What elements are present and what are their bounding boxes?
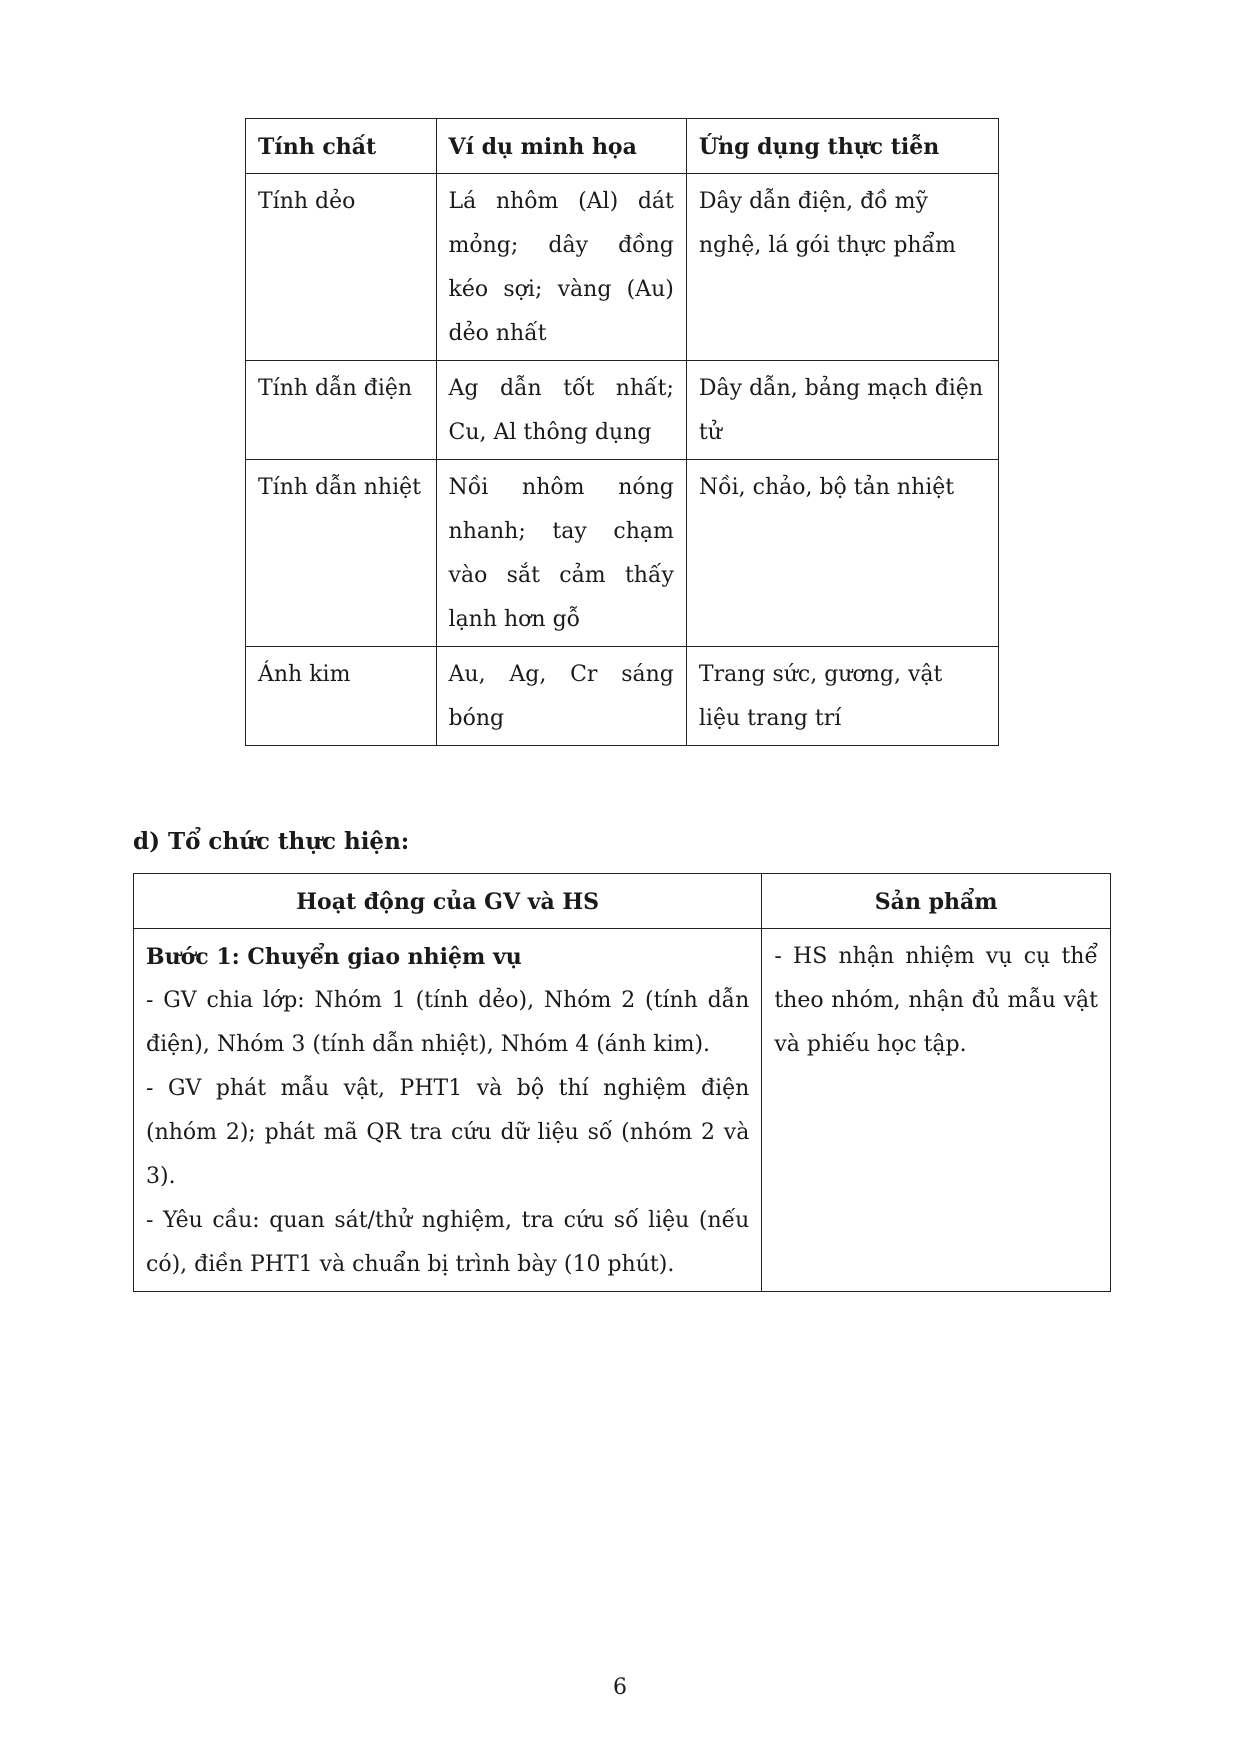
- example-cell: Lá nhôm (Al) dát mỏng; dây đồng kéo sợi; vàng (Au) dẻo nhất: [436, 174, 686, 361]
- table-row: [246, 361, 999, 460]
- application-cell: Dây dẫn, bảng mạch điện tử: [686, 361, 998, 460]
- table-row: [246, 174, 999, 361]
- header-product: Sản phẩm: [762, 874, 1111, 929]
- property-cell: Tính dẫn điện: [246, 361, 437, 460]
- table-row: [134, 929, 1111, 1292]
- activity-line: - GV phát mẫu vật, PHT1 và bộ thí nghiệm điện (nhóm 2); phát mã QR tra cứu dữ liệu số (nhóm 2 và 3).: [146, 1076, 750, 1189]
- property-cell: Tính dẫn nhiệt: [246, 460, 437, 647]
- example-cell: Nồi nhôm nóng nhanh; tay chạm vào sắt cảm thấy lạnh hơn gỗ: [436, 460, 686, 647]
- table-row: [246, 647, 999, 746]
- application-cell: Dây dẫn điện, đồ mỹ nghệ, lá gói thực phẩm: [686, 174, 998, 361]
- properties-table: [245, 118, 999, 746]
- example-cell: Au, Ag, Cr sáng bóng: [436, 647, 686, 746]
- header-application: Ứng dụng thực tiễn: [686, 119, 998, 174]
- header-activity: Hoạt động của GV và HS: [134, 874, 762, 929]
- table-row: [246, 460, 999, 647]
- application-cell: Nồi, chảo, bộ tản nhiệt: [686, 460, 998, 647]
- header-example: Ví dụ minh họa: [436, 119, 686, 174]
- activity-line: - GV chia lớp: Nhóm 1 (tính dẻo), Nhóm 2 (tính dẫn điện), Nhóm 3 (tính dẫn nhiệt), Nhóm 4 (ánh kim).: [146, 988, 750, 1057]
- step-title: Bước 1: Chuyển giao nhiệm vụ: [146, 944, 522, 970]
- header-property: Tính chất: [246, 119, 437, 174]
- properties-table-header-row: [246, 119, 999, 174]
- application-cell: Trang sức, gương, vật liệu trang trí: [686, 647, 998, 746]
- organization-table: [133, 873, 1111, 1292]
- property-cell: Tính dẻo: [246, 174, 437, 361]
- example-cell: Ag dẫn tốt nhất; Cu, Al thông dụng: [436, 361, 686, 460]
- activity-cell: [134, 929, 762, 1292]
- product-cell: - HS nhận nhiệm vụ cụ thể theo nhóm, nhận đủ mẫu vật và phiếu học tập.: [762, 929, 1111, 1292]
- organization-table-header-row: [134, 874, 1111, 929]
- section-heading: d) Tổ chức thực hiện:: [133, 828, 410, 855]
- page-number: 6: [613, 1675, 627, 1700]
- property-cell: Ánh kim: [246, 647, 437, 746]
- activity-line: - Yêu cầu: quan sát/thử nghiệm, tra cứu số liệu (nếu có), điền PHT1 và chuẩn bị trình bày (10 phút).: [146, 1208, 750, 1277]
